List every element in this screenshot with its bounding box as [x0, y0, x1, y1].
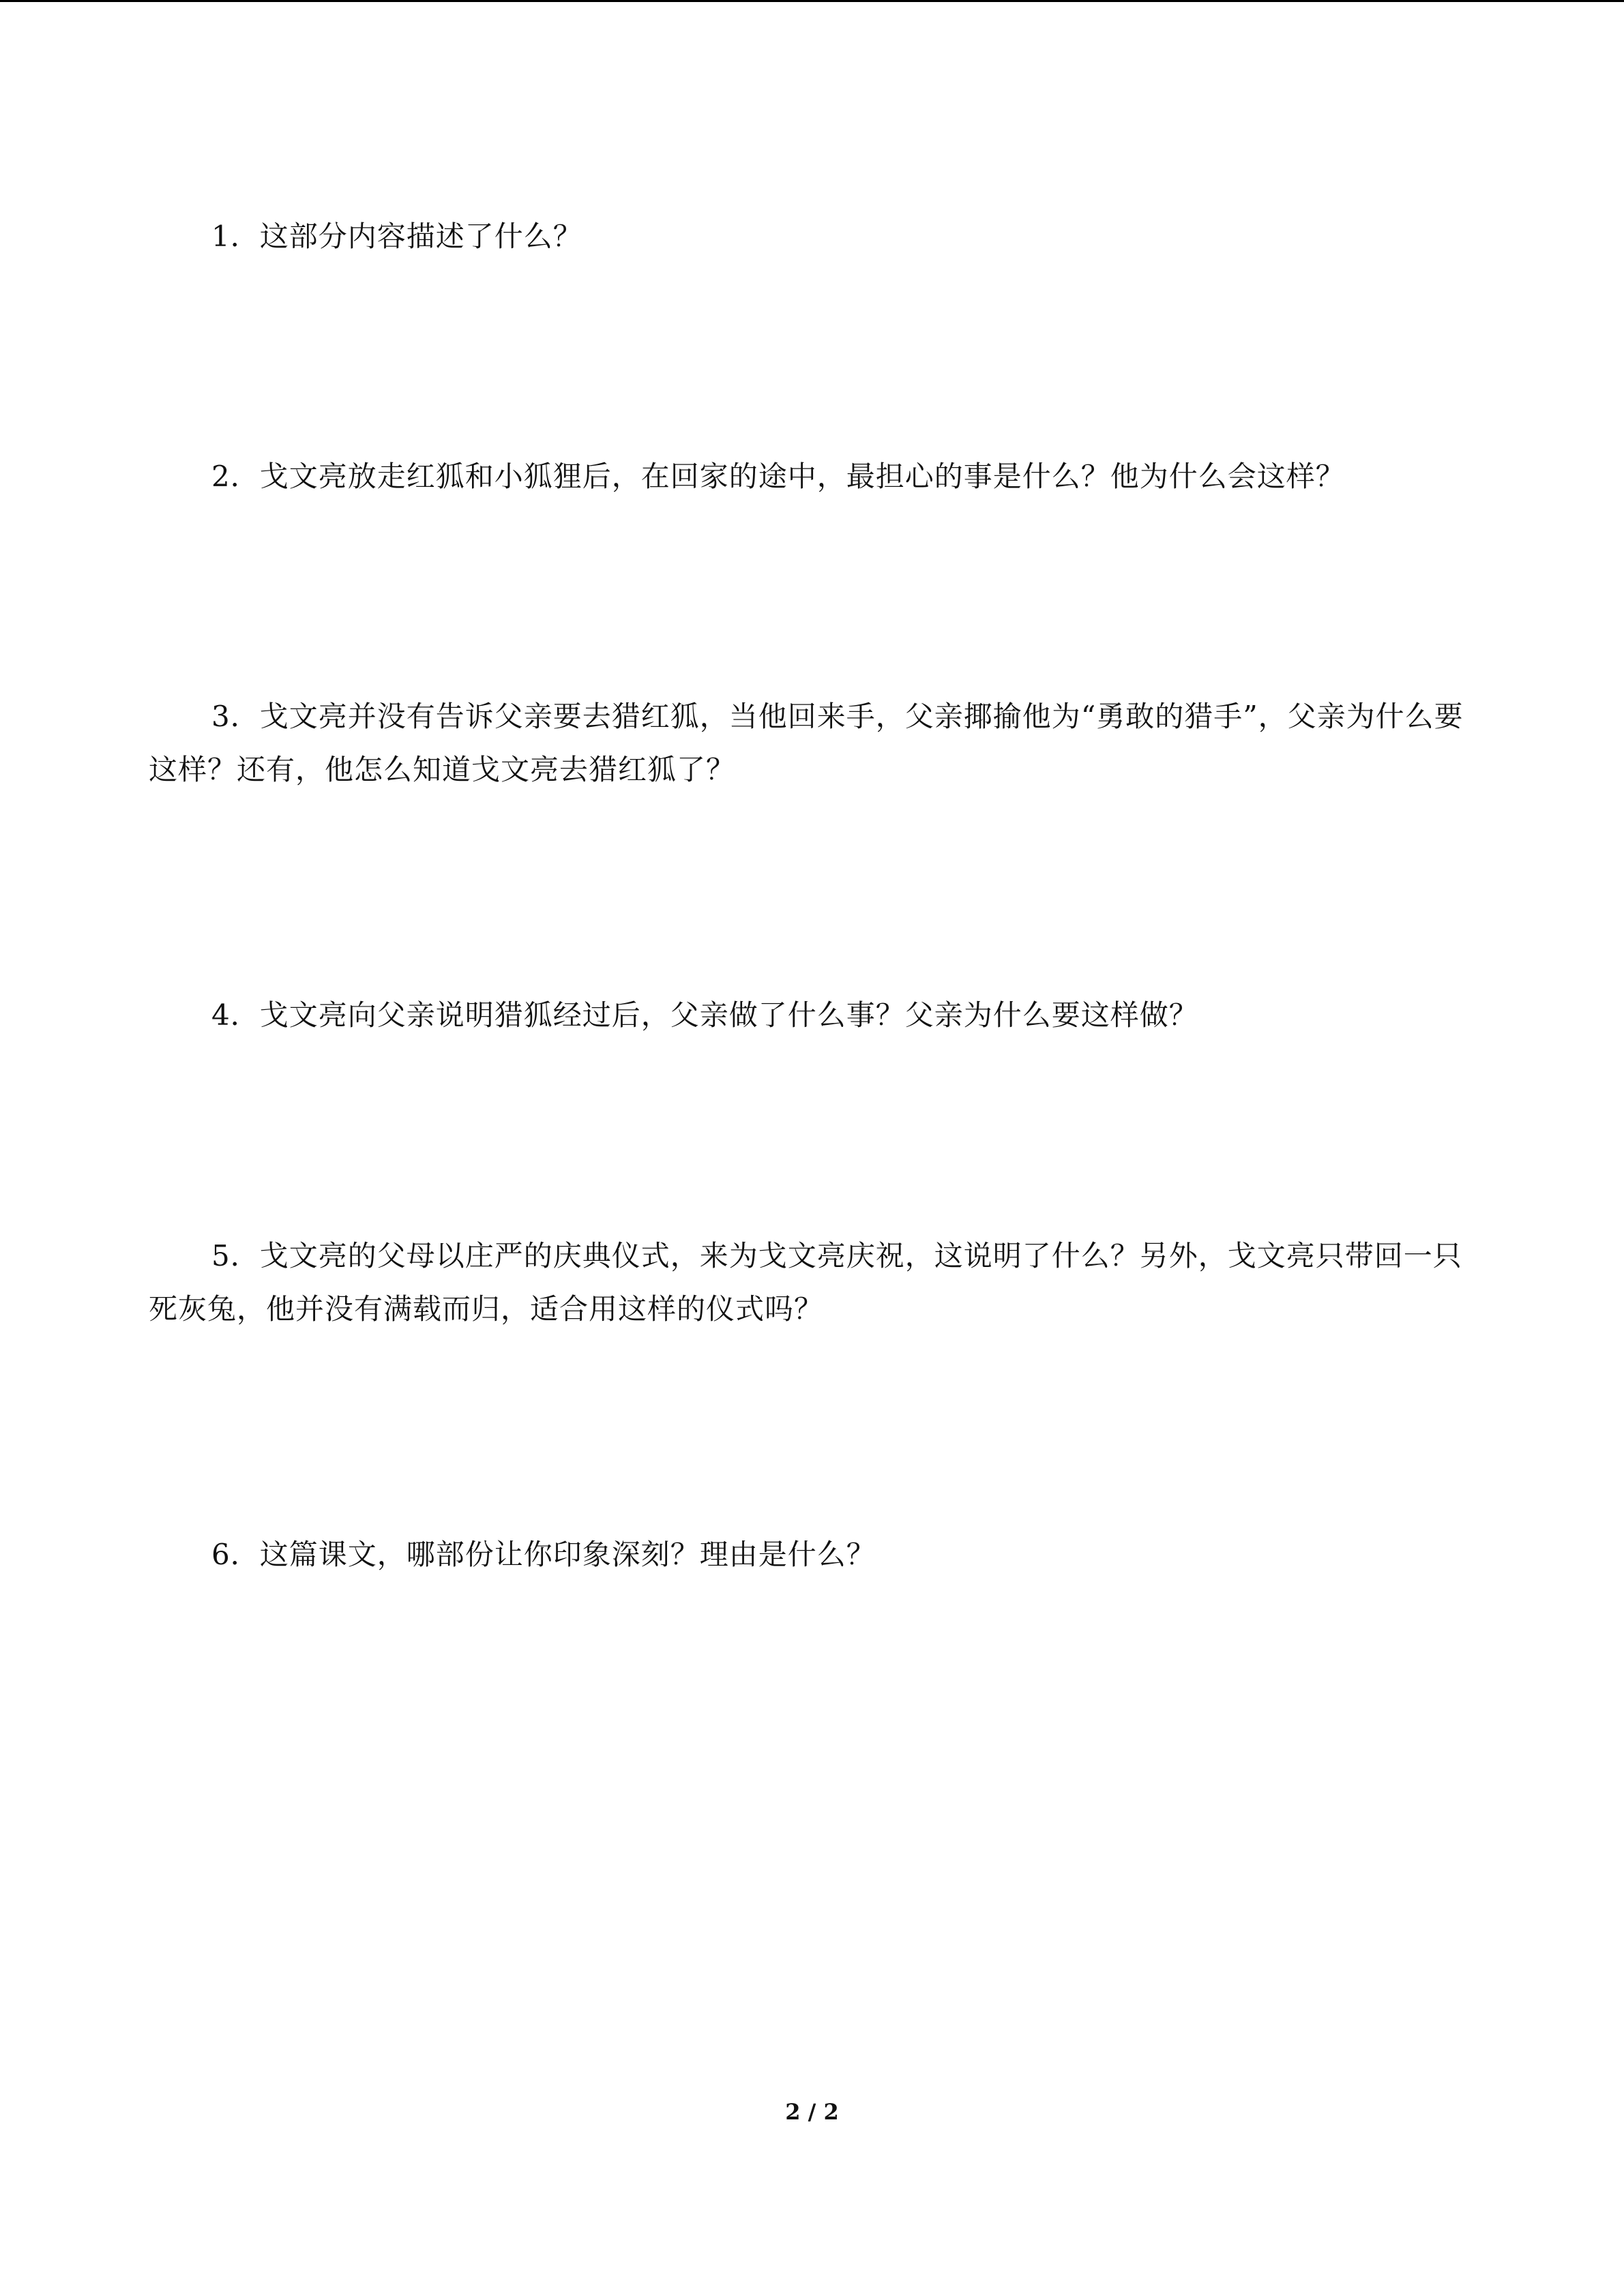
question-1: 1．这部分内容描述了什么？ — [211, 220, 582, 253]
page-number: 2 / 2 — [785, 2099, 839, 2125]
question-2: 2．戈文亮放走红狐和小狐狸后，在回家的途中，最担心的事是什么？他为什么会这样？ — [211, 460, 1345, 493]
question-3: 3．戈文亮并没有告诉父亲要去猎红狐，当他回来手，父亲揶揄他为“勇敢的猎手”，父亲为什么要这样？还有，他怎么知道戈文亮去猎红狐了？ — [149, 700, 1464, 786]
page-top-border — [0, 0, 1624, 2]
question-5: 5．戈文亮的父母以庄严的庆典仪式，来为戈文亮庆祝，这说明了什么？另外，戈文亮只带回一只死灰兔，他并没有满载而归，适合用这样的仪式吗？ — [149, 1239, 1462, 1326]
question-6: 6．这篇课文，哪部份让你印象深刻？理由是什么？ — [211, 1538, 876, 1571]
question-4: 4．戈文亮向父亲说明猎狐经过后，父亲做了什么事？父亲为什么要这样做？ — [211, 998, 1198, 1032]
